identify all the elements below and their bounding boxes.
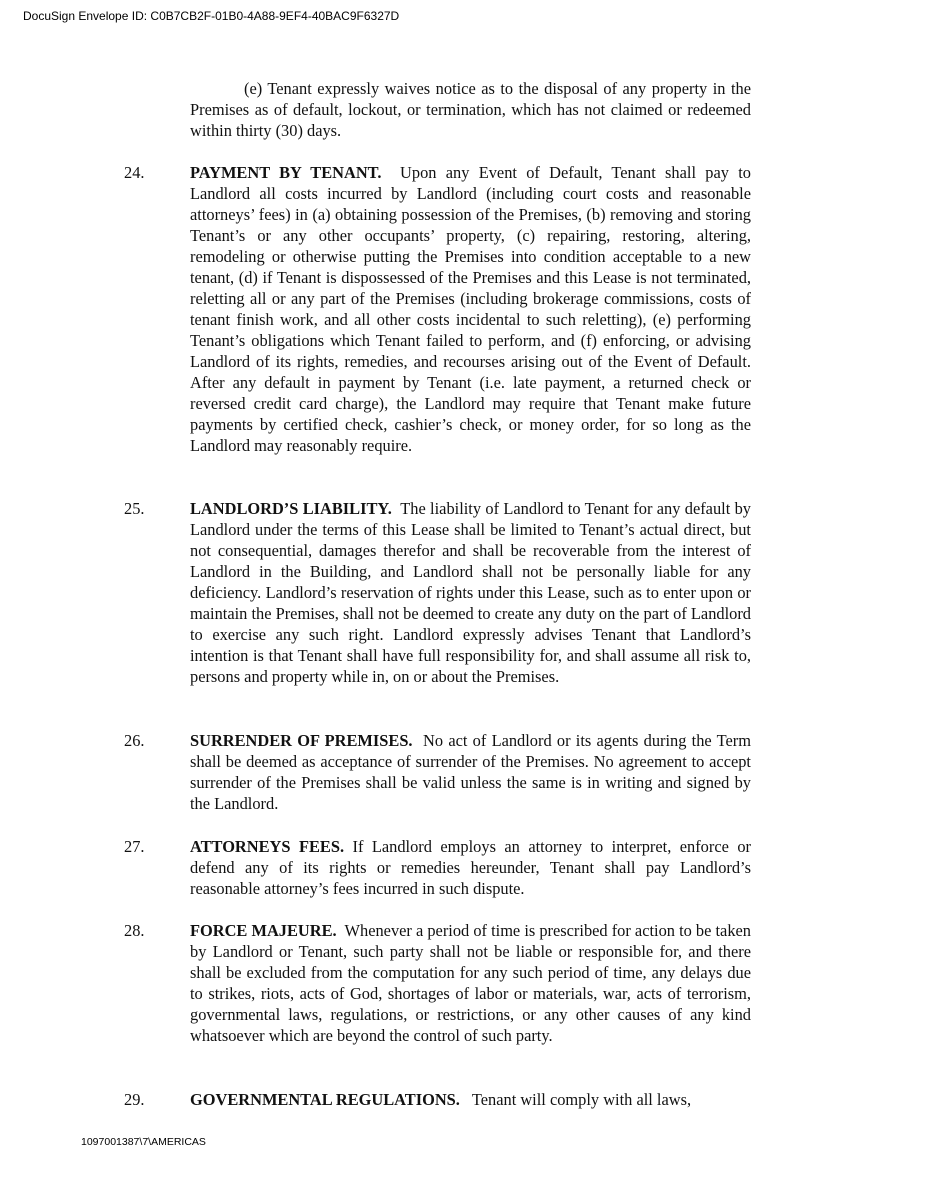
section-text: Upon any Event of Default, Tenant shall pay to Landlord all costs incurred by Landlord (including court costs and reasonable attorneys’ fees) in (a) obtaining possession of the Premises, (b) removing and storing Tenant’s or any other occupants’ property, (c) repairing, restoring, altering, remodeling or otherwise putting the Premises into condition acceptable to a new tenant, (d) if Tenant is dispossessed of the Premises and this Lease is not terminated, reletting all or any part of the Premises (including brokerage commissions, costs of tenant finish work, and all other costs incidental to such reletting), (e) performing Tenant’s obligations which Tenant failed to perform, and (f) enforcing, or advising Landlord of its rights, remedies, and recourses arising out of the Event of Default. After any default in payment by Tenant (i.e. late payment, a returned check or reversed credit card charge), the Landlord may require that Tenant make future payments by certified check, cashier’s check, or money order, for so long as the Landlord may reasonably require. [190, 163, 751, 455]
section-29-governmental-regulations [124, 1089, 751, 1110]
section-heading: PAYMENT BY TENANT. [190, 163, 382, 182]
section-body [190, 1089, 751, 1110]
section-body [190, 162, 751, 456]
section-text: Whenever a period of time is prescribed for action to be taken by Landlord or Tenant, such party shall not be liable or responsible for, and there shall be excluded from the computation for any such period of time, any delays due to strikes, riots, acts of God, shortages of labor or materials, war, acts of terrorism, governmental laws, regulations, or restrictions, or any other causes of any kind whatsoever which are beyond the control of such party. [190, 921, 751, 1045]
section-number: 25. [124, 499, 145, 518]
section-text: No act of Landlord or its agents during the Term shall be deemed as acceptance of surrender of the Premises. No agreement to accept surrender of the Premises shall be valid unless the same is in writing and signed by the Landlord. [190, 731, 751, 813]
docusign-envelope-id: DocuSign Envelope ID: C0B7CB2F-01B0-4A88-9EF4-40BAC9F6327D [23, 9, 400, 23]
section-number: 27. [124, 837, 145, 856]
section-heading: LANDLORD’S LIABILITY. [190, 499, 392, 518]
section-heading: ATTORNEYS FEES. [190, 837, 345, 856]
section-26-surrender-of-premises [124, 730, 751, 814]
section-body [190, 730, 751, 814]
section-heading: GOVERNMENTAL REGULATIONS. [190, 1090, 460, 1109]
section-27-attorneys-fees [124, 836, 751, 899]
section-body [190, 836, 751, 899]
section-body [190, 920, 751, 1046]
section-heading: FORCE MAJEURE. [190, 921, 337, 940]
section-text: If Landlord employs an attorney to interpret, enforce or defend any of its rights or remedies hereunder, Tenant shall pay Landlord’s reasonable attorney’s fees incurred in such dispute. [190, 837, 751, 898]
section-heading: SURRENDER OF PREMISES. [190, 731, 413, 750]
section-number: 26. [124, 731, 145, 750]
section-25-landlords-liability [124, 498, 751, 687]
document-footer-id: 1097001387\7\AMERICAS [81, 1136, 206, 1148]
section-number: 24. [124, 163, 145, 182]
section-24-payment-by-tenant [124, 162, 751, 456]
subsection-e: (e) Tenant expressly waives notice as to the disposal of any property in the Premises as of default, lockout, or termination, which has not claimed or redeemed within thirty (30) days. [190, 79, 751, 140]
section-body [190, 498, 751, 687]
section-text: The liability of Landlord to Tenant for any default by Landlord under the terms of this Lease shall be limited to Tenant’s actual direct, but not consequential, damages therefor and shall be recoverable from the interest of Landlord in the Building, and Landlord shall not be personally liable for any deficiency. Landlord’s reservation of rights under this Lease, such as to enter upon or maintain the Premises, shall not be deemed to create any duty on the part of Landlord to exercise any such right. Landlord expressly advises Tenant that Landlord’s intention is that Tenant shall have full responsibility for, and shall assume all risk to, persons and property while in, on or about the Premises. [190, 499, 751, 686]
section-28-force-majeure [124, 920, 751, 1046]
section-number: 29. [124, 1090, 145, 1109]
section-number: 28. [124, 921, 145, 940]
section-text: Tenant will comply with all laws, [471, 1090, 692, 1109]
